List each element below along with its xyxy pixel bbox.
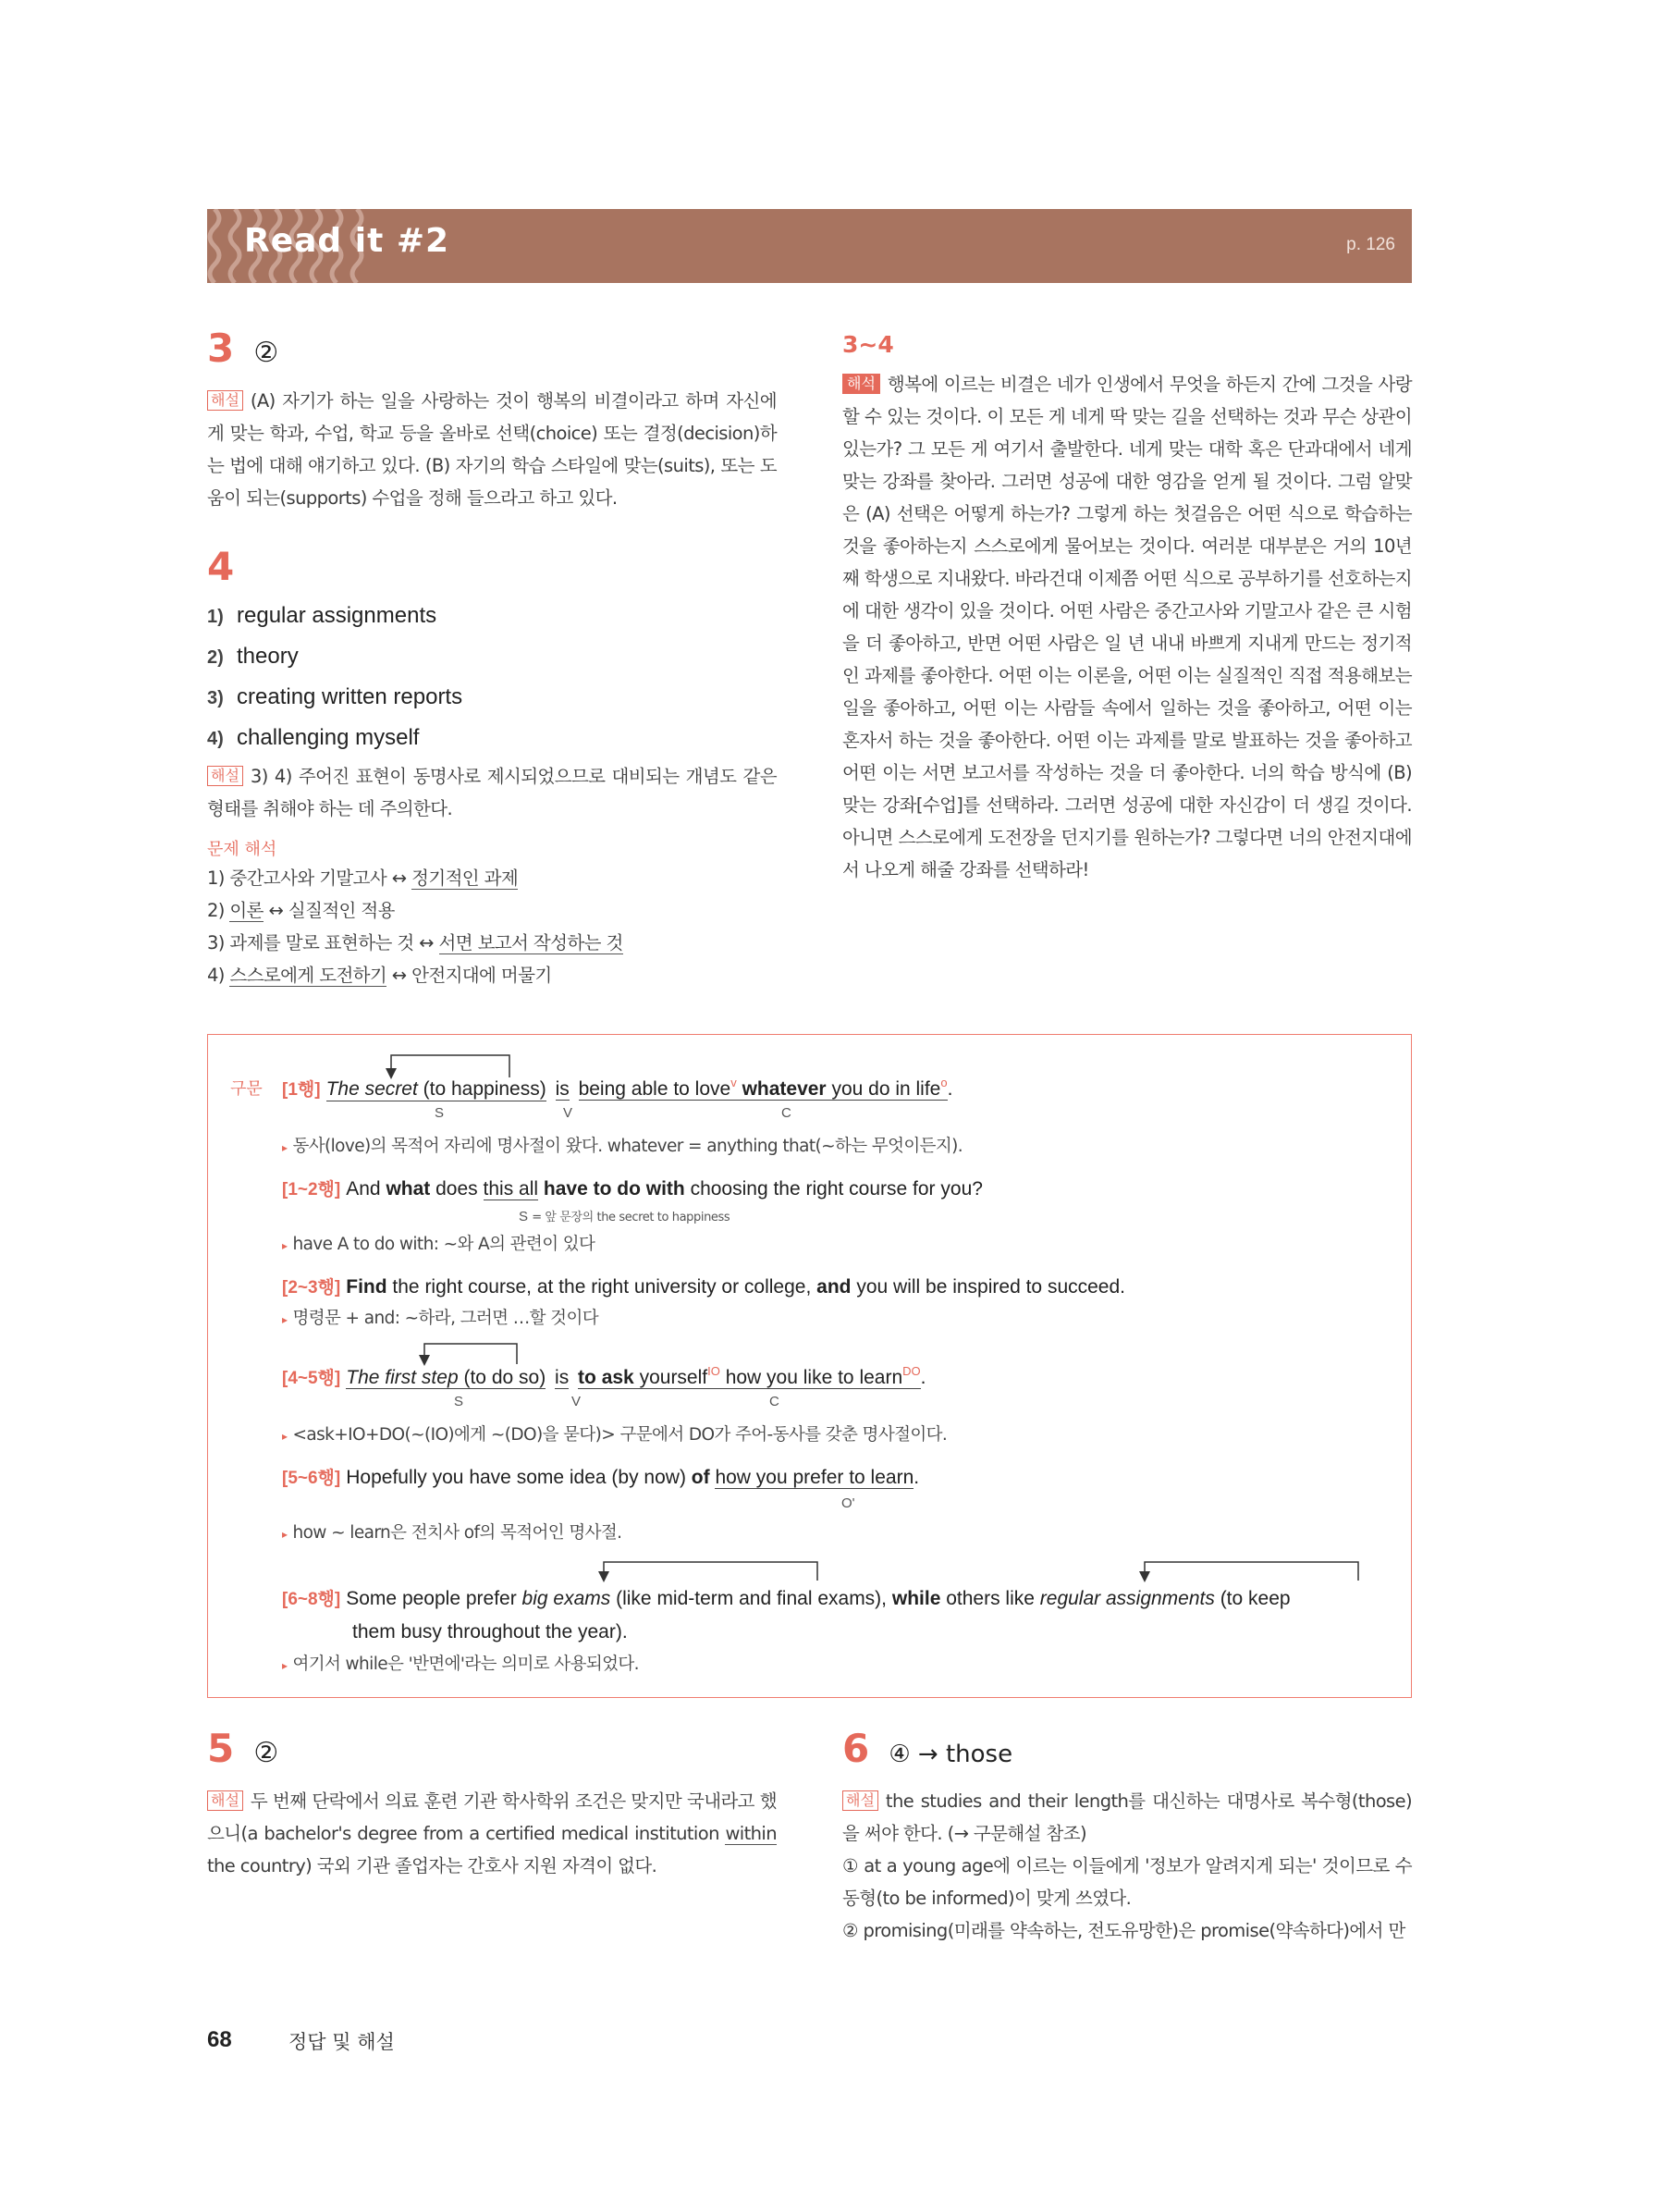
translation-line: 4) 스스로에게 도전하기 ↔ 안전지대에 머물기 (207, 965, 552, 986)
grammar-note-4: ▸ <ask+IO+DO(~(IO)에게 ~(DO)을 묻다)> 구문에서 DO가 주어-동사를 갖춘 명사절이다. (282, 1425, 948, 1445)
question-4-answers (207, 603, 777, 766)
answer-item: 1) regular assignments (207, 603, 437, 628)
explanation-tag: 해설 (207, 390, 243, 411)
question-3-header (207, 326, 279, 371)
explanation-point: ② promising(미래를 약속하는, 전도유망한)은 promise(약속하다)에서 만 (842, 1920, 1405, 1941)
object-label: O' (841, 1495, 855, 1511)
grammar-box (207, 1034, 1412, 1698)
explanation-tag: 해설 (842, 1790, 878, 1811)
question-4-number: 4 (207, 544, 235, 589)
subject-label: S = 앞 문장의 the secret to happiness (519, 1209, 730, 1224)
page-reference: p. 126 (1346, 235, 1395, 254)
complement-label: C (769, 1394, 779, 1409)
translation-line: 2) 이론 ↔ 실질적인 적용 (207, 900, 395, 921)
answer-item: 3) creating written reports (207, 684, 463, 709)
section-title: Read it #2 (244, 222, 450, 260)
grammar-label: 구문 (230, 1079, 263, 1099)
grammar-sentence-5: [5~6행] Hopefully you have some idea (by now) of how you prefer to learn. (282, 1467, 920, 1488)
explanation-text: (A) 자기가 하는 일을 사랑하는 것이 행복의 비결이라고 하며 자신에게 맞는 학과, 수업, 학교 등을 올바로 선택(choice) 또는 결정(decision)하는 법에 대해 얘기하고 있다. (B) 자기의 학습 스타일에 맞는(suits), 또는 도움이 되는(supports) 수업을 정해 들으라고 하고 있다. (207, 390, 777, 509)
explanation-tag: 해설 (207, 766, 243, 786)
grammar-sentence-6: [6~8행] Some people prefer big exams (like mid-term and final exams), while others like regular assignments (to keep them busy throughout the year). (282, 1588, 1291, 1642)
grammar-sentence-4: [4~5행] The first step (to do so) is to ask yourself$^{IO}$ how you like to learn$^{DO}$. (282, 1364, 926, 1388)
question-5-header (207, 1726, 279, 1771)
translation-line: 1) 중간고사와 기말고사 ↔ 정기적인 과제 (207, 867, 519, 889)
question-answer: ② (253, 1737, 279, 1769)
subject-label: S (435, 1105, 445, 1121)
question-answer: ④ → those (889, 1741, 1013, 1768)
grammar-note-2: ▸ have A to do with: ~와 A의 관련이 있다 (282, 1235, 595, 1254)
translation-line: 3) 과제를 말로 표현하는 것 ↔ 서면 보고서 작성하는 것 (207, 932, 623, 954)
question-3-explanation (207, 385, 777, 514)
grammar-sentence-2: [1~2행] And what does this all have to do with choosing the right course for you? (282, 1178, 983, 1200)
grammar-sentence-1: [1행] The secret (to happiness) is being able to love$^v$ whatever you do in life$^o$. (282, 1076, 953, 1100)
grammar-note-3: ▸ 명령문 + and: ~하라, 그러면 …할 것이다 (282, 1309, 598, 1328)
translation-list (207, 862, 777, 991)
translation-title: 문제 해석 (207, 840, 277, 859)
explanation-text: 3) 4) 주어진 표현이 동명사로 제시되었으므로 대비되는 개념도 같은 형태를 취해야 하는 데 주의한다. (207, 766, 777, 819)
question-6-header (842, 1726, 1013, 1771)
arrow-modifier-icon (601, 1560, 823, 1584)
question-number: 3 (207, 326, 235, 371)
question-answer: ② (253, 337, 279, 369)
answer-item: 4) challenging myself (207, 725, 420, 750)
subject-label: S (454, 1394, 464, 1409)
verb-label: V (571, 1394, 582, 1409)
question-4-explanation (207, 760, 777, 825)
explanation-point: ① at a young age에 이르는 이들에게 '정보가 알려지게 되는' 것이므로 수동형(to be informed)이 맞게 쓰였다. (842, 1855, 1412, 1909)
arrow-modifier-icon (1142, 1560, 1364, 1584)
question-5-explanation: 해설 두 번째 단락에서 의료 훈련 기관 학사학위 조건은 맞지만 국내라고 했으니(a bachelor's degree from a certified medical institution within the country) 국외 기관 졸업자는 간호사 지원 자격이 없다. (207, 1790, 777, 1876)
question-3-4-translation (842, 368, 1412, 886)
footer-label: 정답 및 해설 (288, 2031, 395, 2053)
question-6-explanation: 해설 the studies and their length를 대신하는 대명사로 복수형(those)을 써야 한다. (→ 구문해설 참조) ① at a young age에 이르는 이들에게 '정보가 알려지게 되는' 것이므로 수동형(to be informed)이 맞게 쓰였다. ② promising(미래를 약속하는, 전도유망한)은 promise(약속하다)에서 만 (842, 1785, 1412, 1947)
grammar-sentence-3: [2~3행] Find the right course, at the right university or college, and you will be inspired to succeed. (282, 1276, 1125, 1298)
explanation-tag: 해설 (207, 1790, 243, 1811)
question-number: 5 (207, 1726, 235, 1771)
question-number: 6 (842, 1726, 870, 1771)
translation-tag: 해석 (842, 374, 880, 394)
question-3-4-number: 3~4 (842, 331, 894, 358)
answer-item: 2) theory (207, 644, 299, 669)
grammar-note-6: ▸ 여기서 while은 '반면에'라는 의미로 사용되었다. (282, 1655, 639, 1674)
grammar-note-5: ▸ how ~ learn은 전치사 of의 목적어인 명사절. (282, 1523, 622, 1543)
grammar-note-1: ▸ 동사(love)의 목적어 자리에 명사절이 왔다. whatever = anything that(~하는 무엇이든지). (282, 1137, 963, 1156)
section-banner (207, 209, 1412, 283)
translation-text: 행복에 이르는 비결은 네가 인생에서 무엇을 하든지 간에 그것을 사랑할 수 있는 것이다. 이 모든 게 네게 딱 맞는 길을 선택하는 것과 무슨 상관이 있는가? 그 모든 게 여기서 출발한다. 네게 맞는 대학 혹은 단과대에서 네게 맞는 강좌를 찾아라. 그러면 성공에 대한 영감을 얻게 될 것이다. 그럼 알맞은 (A) 선택은 어떻게 하는가? 그렇게 하는 첫걸음은 어떤 식으로 학습하는 것을 좋아하는지 스스로에게 물어보는 것이다. 여러분 대부분은 거의 10년째 학생으로 지내왔다. 바라건대 이제쯤 어떤 식으로 공부하기를 선호하는지에 대한 생각이 있을 것이다. 어떤 사람은 중간고사와 기말고사 같은 큰 시험을 더 좋아하고, 반면 어떤 사람은 일 년 내내 바쁘게 지내게 만드는 정기적인 과제를 좋아한다. 어떤 이는 이론을, 어떤 이는 실질적인 직접 적용해보는 일을 좋아하고, 어떤 이는 사람들 속에서 일하는 것을 좋아하고, 어떤 이는 혼자서 하는 것을 좋아한다. 어떤 이는 과제를 말로 발표하는 것을 좋아하고 어떤 이는 서면 보고서를 작성하는 것을 더 좋아한다. 너의 학습 방식에 (B) 맞는 강좌[수업]를 선택하라. 그러면 성공에 대한 자신감이 더 생길 것이다. 아니면 스스로에게 도전장을 던지기를 원하는가? 그렇다면 너의 안전지대에서 나오게 해줄 강좌를 선택하라! (842, 374, 1412, 880)
complement-label: C (781, 1105, 791, 1121)
verb-label: V (563, 1105, 573, 1121)
page-number: 68 (207, 2027, 232, 2052)
